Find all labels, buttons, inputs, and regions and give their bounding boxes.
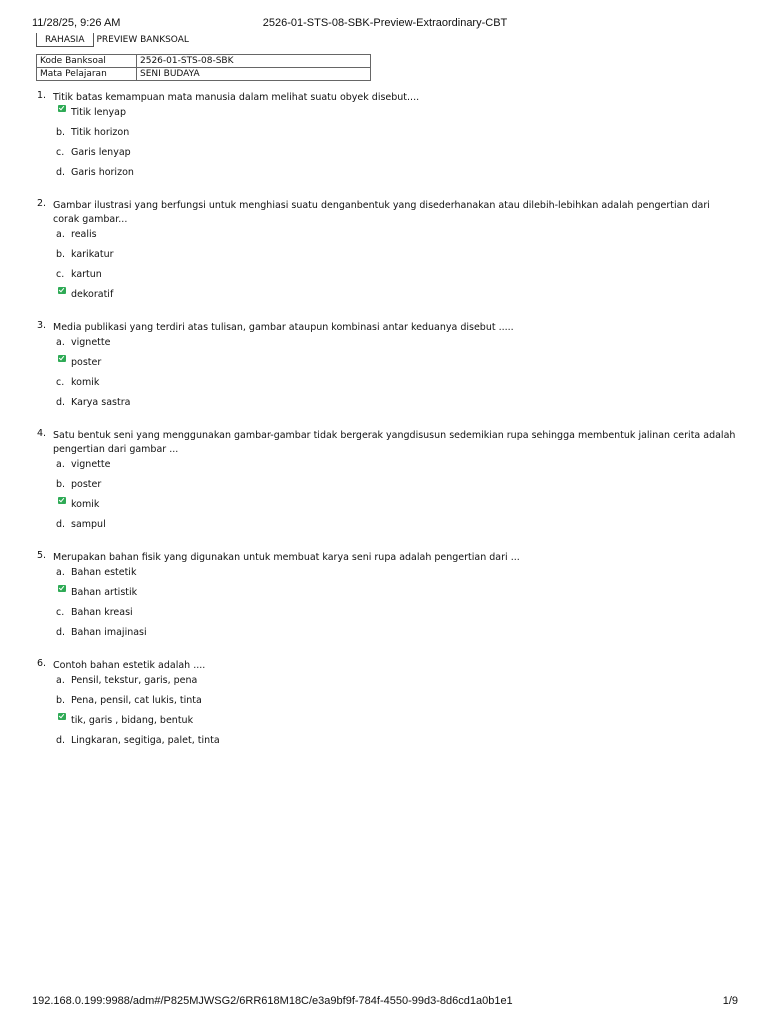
tab-bar xyxy=(36,33,192,47)
question-number: 2. xyxy=(37,198,47,209)
page-number: 1/9 xyxy=(722,995,738,1007)
answer-option xyxy=(53,397,736,417)
option-list xyxy=(53,337,736,417)
option-letter: c. xyxy=(56,607,65,618)
option-letter: a. xyxy=(56,337,65,348)
mapel-value: SENI BUDAYA xyxy=(137,68,371,81)
option-letter: d. xyxy=(56,397,66,408)
question-text: Contoh bahan estetik adalah .... xyxy=(53,660,206,671)
option-letter: c. xyxy=(56,269,65,280)
answer-option xyxy=(53,567,736,587)
answer-option xyxy=(53,715,736,735)
info-table xyxy=(36,54,371,81)
answer-option xyxy=(53,167,736,187)
option-text: poster xyxy=(71,479,102,490)
info-row-mapel xyxy=(37,68,371,81)
question-item xyxy=(36,90,736,187)
tab-preview-banksoal[interactable]: PREVIEW BANKSOAL xyxy=(96,35,189,45)
option-letter: d. xyxy=(56,167,66,178)
answer-option xyxy=(53,337,736,357)
answer-option xyxy=(53,127,736,147)
page-url: 192.168.0.199:9988/adm#/P825MJWSG2/6RR618M18C/e3a9bf9f-784f-4550-99d3-8d6cd1a0b1e1 xyxy=(32,995,513,1007)
option-text: Titik lenyap xyxy=(71,107,127,118)
option-text: Bahan artistik xyxy=(71,587,138,598)
answer-option xyxy=(53,587,736,607)
question-number: 3. xyxy=(37,320,47,331)
answer-option xyxy=(53,479,736,499)
option-text: komik xyxy=(71,377,100,388)
option-text: Bahan imajinasi xyxy=(71,627,147,638)
option-list xyxy=(53,567,736,647)
option-text: Garis horizon xyxy=(71,167,134,178)
answer-option xyxy=(53,269,736,289)
option-list xyxy=(53,107,736,187)
answer-option xyxy=(53,499,736,519)
mapel-label: Mata Pelajaran xyxy=(37,68,137,81)
option-letter: b. xyxy=(56,127,66,138)
question-text: Titik batas kemampuan mata manusia dalam melihat suatu obyek disebut.... xyxy=(53,92,420,103)
option-text: Garis lenyap xyxy=(71,147,131,158)
option-text: Bahan estetik xyxy=(71,567,137,578)
document-title: 2526-01-STS-08-SBK-Preview-Extraordinary-CBT xyxy=(262,17,508,29)
option-letter: d. xyxy=(56,627,66,638)
option-text: sampul xyxy=(71,519,106,530)
option-text: karikatur xyxy=(71,249,114,260)
option-letter: c. xyxy=(56,377,65,388)
answer-option xyxy=(53,459,736,479)
answer-option xyxy=(53,607,736,627)
option-letter: b. xyxy=(56,479,66,490)
answer-option xyxy=(53,377,736,397)
question-text: Merupakan bahan fisik yang digunakan untuk membuat karya seni rupa adalah pengertian dari ... xyxy=(53,552,520,563)
correct-check-icon xyxy=(58,585,66,592)
option-text: tik, garis , bidang, bentuk xyxy=(71,715,194,726)
question-number: 1. xyxy=(37,90,47,101)
answer-option xyxy=(53,735,736,755)
option-list xyxy=(53,675,736,755)
answer-option xyxy=(53,147,736,167)
print-footer xyxy=(32,995,738,1009)
option-text: Pena, pensil, cat lukis, tinta xyxy=(71,695,202,706)
option-text: Titik horizon xyxy=(71,127,130,138)
option-text: vignette xyxy=(71,337,111,348)
option-text: Karya sastra xyxy=(71,397,131,408)
question-text: Gambar ilustrasi yang berfungsi untuk menghiasi suatu denganbentuk yang disederhanakan atau dilebih-lebihkan adalah pengertian dari corak gambar... xyxy=(53,200,710,225)
answer-option xyxy=(53,695,736,715)
option-letter: a. xyxy=(56,675,65,686)
tab-rahasia[interactable]: RAHASIA xyxy=(36,33,94,47)
option-text: realis xyxy=(71,229,97,240)
option-text: poster xyxy=(71,357,102,368)
question-item xyxy=(36,198,736,309)
question-item xyxy=(36,550,736,647)
option-text: Bahan kreasi xyxy=(71,607,133,618)
option-list xyxy=(53,229,736,309)
answer-option xyxy=(53,107,736,127)
info-row-kode xyxy=(37,55,371,68)
question-number: 5. xyxy=(37,550,47,561)
question-number: 6. xyxy=(37,658,47,669)
answer-option xyxy=(53,627,736,647)
option-letter: b. xyxy=(56,249,66,260)
option-letter: a. xyxy=(56,229,65,240)
question-item xyxy=(36,320,736,417)
correct-check-icon xyxy=(58,713,66,720)
kode-value: 2526-01-STS-08-SBK xyxy=(137,55,371,68)
answer-option xyxy=(53,519,736,539)
answer-option xyxy=(53,357,736,377)
correct-check-icon xyxy=(58,355,66,362)
answer-option xyxy=(53,249,736,269)
answer-option xyxy=(53,289,736,309)
option-letter: c. xyxy=(56,147,65,158)
question-item xyxy=(36,428,736,539)
kode-label: Kode Banksoal xyxy=(37,55,137,68)
option-letter: d. xyxy=(56,519,66,530)
option-letter: d. xyxy=(56,735,66,746)
option-letter: a. xyxy=(56,459,65,470)
option-text: vignette xyxy=(71,459,111,470)
print-datetime: 11/28/25, 9:26 AM xyxy=(32,17,121,29)
option-text: Lingkaran, segitiga, palet, tinta xyxy=(71,735,220,746)
question-list xyxy=(36,90,736,766)
correct-check-icon xyxy=(58,287,66,294)
correct-check-icon xyxy=(58,105,66,112)
correct-check-icon xyxy=(58,497,66,504)
question-number: 4. xyxy=(37,428,47,439)
question-text: Satu bentuk seni yang menggunakan gambar-gambar tidak bergerak yangdisusun sedemikian rupa sehingga membentuk jalinan cerita adalah pengertian dari gambar ... xyxy=(53,430,736,455)
option-letter: a. xyxy=(56,567,65,578)
question-text: Media publikasi yang terdiri atas tulisan, gambar ataupun kombinasi antar keduanya disebut ..... xyxy=(53,322,514,333)
option-text: Pensil, tekstur, garis, pena xyxy=(71,675,198,686)
option-letter: b. xyxy=(56,695,66,706)
answer-option xyxy=(53,229,736,249)
option-text: dekoratif xyxy=(71,289,114,300)
option-text: komik xyxy=(71,499,100,510)
print-header xyxy=(32,17,738,31)
answer-option xyxy=(53,675,736,695)
question-item xyxy=(36,658,736,755)
option-text: kartun xyxy=(71,269,102,280)
option-list xyxy=(53,459,736,539)
